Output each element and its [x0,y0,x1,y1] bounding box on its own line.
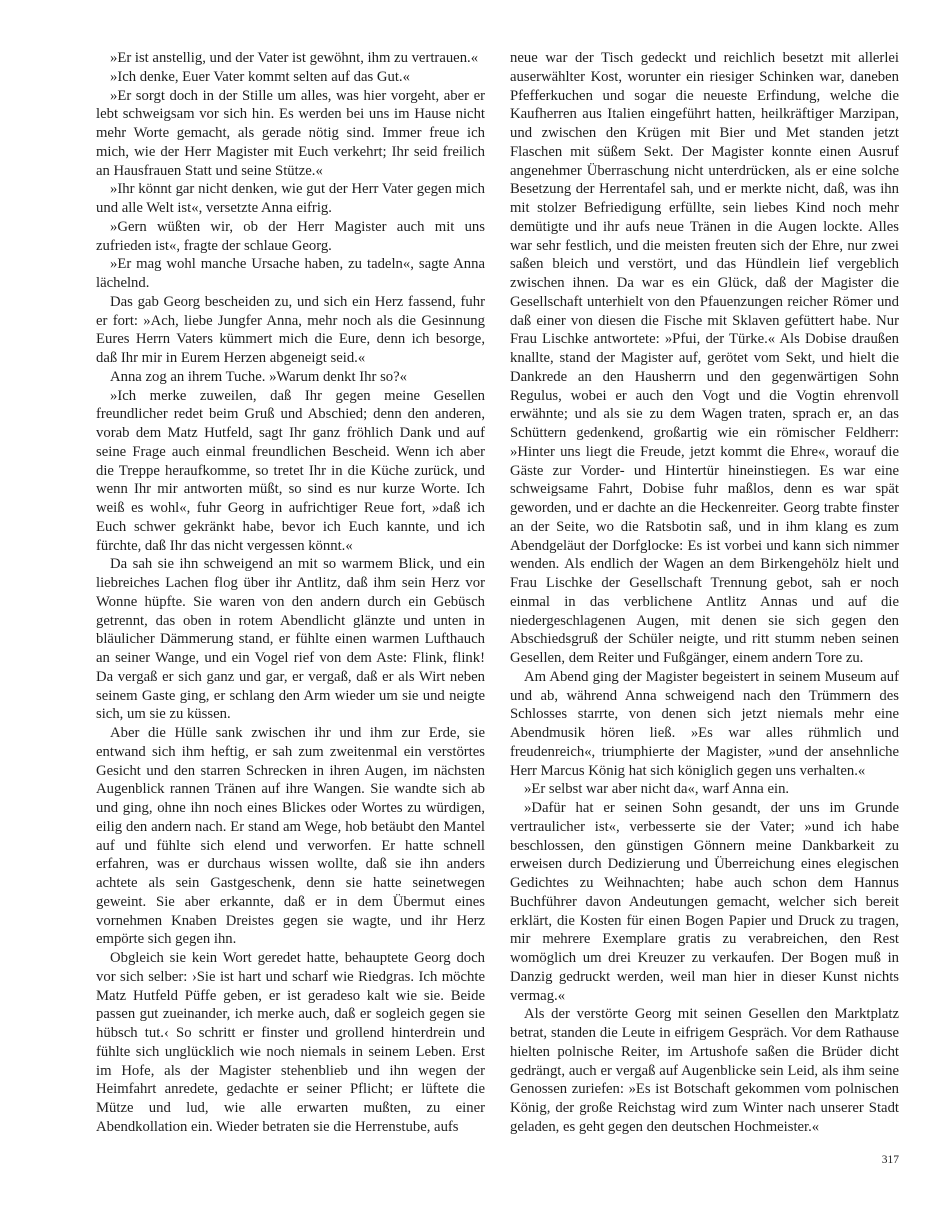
paragraph: »Er mag wohl manche Ursache haben, zu tadeln«, sagte Anna lächelnd. [96,256,485,291]
paragraph: Da sah sie ihn schweigend an mit so warmem Blick, und ein liebreiches Lachen flog über ihr Antlitz, daß ihm sein Herz vor Wonne hüpfte. Sie waren von den andern durch ein Gebüsch getrennt, das oben in rotem Abendlicht glänzte und unten in bläulicher Dämmerung stand, er fühlte einen warmen Lufthauch an seiner Wange, und ein Vogel rief von dem Aste: Flink, flink! Da vergaß er sich ganz und gar, er vergaß, daß er als Wirt neben seinem Gaste ging, er schlang den Arm wieder um sie und neigte sich, um sie zu küssen. [96,556,485,723]
page-number: 317 [881,1154,899,1166]
right-column [510,49,899,1137]
paragraph: »Ich merke zuweilen, daß Ihr gegen meine Gesellen freundlicher redet beim Gruß und Abschied; denn den anderen, vorab dem Matz Hutfeld, sagt Ihr ganz fröhlich Dank und auf seine Frage auch einmal freundlichen Bescheid. Wenn ich aber die Treppe heraufkomme, so tretet Ihr in die Küche zurück, und wenn Ihr mir antworten müßt, so sind es nur kurze Worte. Ich weiß es wohl«, fuhr Georg in aufrichtiger Reue fort, »daß ich Euch schwer gekränkt habe, bevor ich Euch kannte, und ich fürchte, daß Ihr das nicht vergessen könnt.« [96,387,485,554]
paragraph: Als der verstörte Georg mit seinen Gesellen den Marktplatz betrat, standen die Leute in eifrigem Gespräch. Vor dem Rathause hielten polnische Reiter, im Artushofe saßen die Brüder dicht gedrängt, auch er vergaß auf Augenblicke sein Leid, als ihm seine Genossen zuriefen: »Es ist Botschaft gekommen vom polnischen König, der große Reichstag wird zum Winter nach unserer Stadt geladen, es geht gegen den deutschen Hochmeister.« [510,1006,899,1135]
left-column [96,49,485,1137]
paragraph: Aber die Hülle sank zwischen ihr und ihm zur Erde, sie entwand sich ihm heftig, er sah zum zweitenmal ein verstörtes Gesicht und den starren Schrecken in ihren Augen, im nächsten Augenblick rannen Tränen auf ihre Wangen. Sie wandte sich ab und ging, ohne ihn noch eines Blickes oder Wortes zu würdigen, eilig den andern nach. Er stand am Wege, hob betäubt den Mantel auf und fühlte sich elend und verworfen. Er hatte schnell erfahren, was er durchaus wissen wollte, daß sie ihn anders achtete als sein Gastgeschenk, denn sie hatte seinetwegen geweint. Sie aber erkannte, daß er in dem Übermut eines vornehmen Knaben Dreistes gegen sie wagte, und ihr Herz empörte sich gegen ihn. [96,725,485,948]
paragraph: »Ihr könnt gar nicht denken, wie gut der Herr Vater gegen mich und alle Welt ist«, versetzte Anna eifrig. [96,181,485,216]
paragraph: »Ich denke, Euer Vater kommt selten auf das Gut.« [110,68,410,85]
paragraph: Am Abend ging der Magister begeistert in seinem Museum auf und ab, während Anna schweigend nach den Trümmern des Schlosses starrte, von denen sich jetzt niemals mehr eine Abendmusik hören ließ. »Es war alles rühmlich und freudenreich«, triumphierte der Magister, »und der ansehnliche Herr Marcus König hat sich königlich gegen uns verhalten.« [510,668,899,779]
paragraph: »Dafür hat er seinen Sohn gesandt, der uns im Grunde vertraulicher ist«, verbesserte sie der Vater; »und ich habe beschlossen, den günstigen Gönnern meine Dankbarkeit zu erweisen durch Dedizierung und Überreichung eines elegischen Gedichtes zu Weihnachten; habe auch schon dem Hannus Buchführer davon Andeutungen gemacht, welcher sich bereit erklärt, die Kosten für einen Bogen Papier und Druck zu tragen, mir mehrere Exemplare gratis zu verabreichen, den Rest womöglich um drei Kreuzer zu verkaufen. Der Bogen muß in Danzig gedruckt werden, weil man hier in dieser Kunst nichts vermag.« [510,800,899,1004]
paragraph-continued: neue war der Tisch gedeckt und reichlich besetzt mit allerlei auserwählter Kost, worunter ein riesiger Schinken war, daneben Pfefferkuchen und sogar die neueste Erfindung, welche die Kaufherren aus Italien eingeführt hatten, heilkräftiger Marzipan, und zwischen den Krügen mit Bier und Met standen jetzt Flaschen mit süßem Sekt. Der Magister konnte einen Ausruf angenehmer Überraschung nicht unterdrücken, als er eine solche Besetzung der Herrentafel sah, und er merkte nicht, daß, was ihn mit stolzer Befriedigung erfüllte, sein liebes Kind noch mehr demütigte und ihr aufs neue Tränen in die Augen lockte. Alles war sehr festlich, und die meisten freuten sich der Ehre, nur zwei saßen bleich und verstört, und das Hündlein lief vergeblich zwischen ihnen. Da war es ein Glück, daß der Magister die Gesellschaft unterhielt von den Pfauenzungen reicher Römer und daß einer von diesen die Fische mit Sklaven gefüttert habe. Nur Frau Lischke antwortete: »Pfui, der Türke.« Als Dobise draußen knallte, stand der Magister auf, gerötet vom Sekt, und hielt die Dankrede an den Hausherrn und den gegenwärtigen Sohn Regulus, wobei er auch den Vogt und die Vogtin ehrenvoll erwähnte; und als sie zu dem Wagen traten, sprach er, an das Schüttern gedenkend, großartig wie ein römischer Feldherr: »Hinter uns liegt die Freude, jetzt kommt die Ehre«, worauf die Gäste zur Vorder- und Hintertür hineinstiegen. Es war eine schweigsame Fahrt, Dobise fuhr maßlos, denn es war spät geworden, und er dachte an die Heckenreiter. Georg trabte finster an der Seite, wo die Ratsbotin saß, und in ihm klang es zum Abendgeläut der Dorfglocke: Es ist vorbei und kann sich nimmer wenden. Als endlich der Wagen an dem Birkengehölz hielt und Frau Lischke der Gesellschaft Trennung gebot, sah er noch einmal in das verblichene Antlitz Annas und auf die niedergeschlagenen Augen, mit denen sie sich gegen den Abschiedsgruß der Schüler neigte, und ritt stumm neben seinen Gesellen, dem Reiter und Fußgänger, einem andern Tore zu. [510,50,899,666]
paragraph: »Er sorgt doch in der Stille um alles, was hier vorgeht, aber er lebt schweigsam vor sich hin. Es werden bei uns im Hause nicht mehr Worte gemacht, als gerade nötig sind. Immer freue ich mich, wie der Herr Magister mit Euch verkehrt; Ihr seid freilich an Hausfrauen Statt und seine Stütze.« [96,87,485,179]
paragraph: »Gern wüßten wir, ob der Herr Magister auch mit uns zufrieden ist«, fragte der schlaue Georg. [96,218,485,254]
paragraph: »Er selbst war aber nicht da«, warf Anna ein. [524,781,790,798]
paragraph: Das gab Georg bescheiden zu, und sich ein Herz fassend, fuhr er fort: »Ach, liebe Jungfer Anna, mehr noch als die Gesinnung Eures Herrn Vaters kümmert mich die Eure, denn ich besorge, daß Ihr mir in Eurem Herzen abgeneigt seid.« [96,293,485,366]
paragraph: Obgleich sie kein Wort geredet hatte, behauptete Georg doch vor sich selber: ›Sie ist hart und scharf wie Riedgras. Ich möchte Matz Hutfeld Püffe geben, er ist geradeso kalt wie sie. Beide passen gut zueinander, ich merke auch, daß er sogleich gegen sie hübsch tut.‹ So schritt er finster und grollend hinterdrein und fühlte sich unglücklich wie noch niemals in seinem Leben. Erst im Hofe, als der Magister stehenblieb und ihn wegen der Heimfahrt anredete, gedachte er seiner Pflicht; er lüftete die Mütze und lud, wie alle erwarten mußten, zu einer Abendkollation ein. Wieder betraten sie die Herrenstube, aufs [96,950,485,1135]
paragraph: Anna zog an ihrem Tuche. »Warum denkt Ihr so?« [110,368,407,385]
paragraph: »Er ist anstellig, und der Vater ist gewöhnt, ihm zu vertrauen.« [110,50,479,66]
